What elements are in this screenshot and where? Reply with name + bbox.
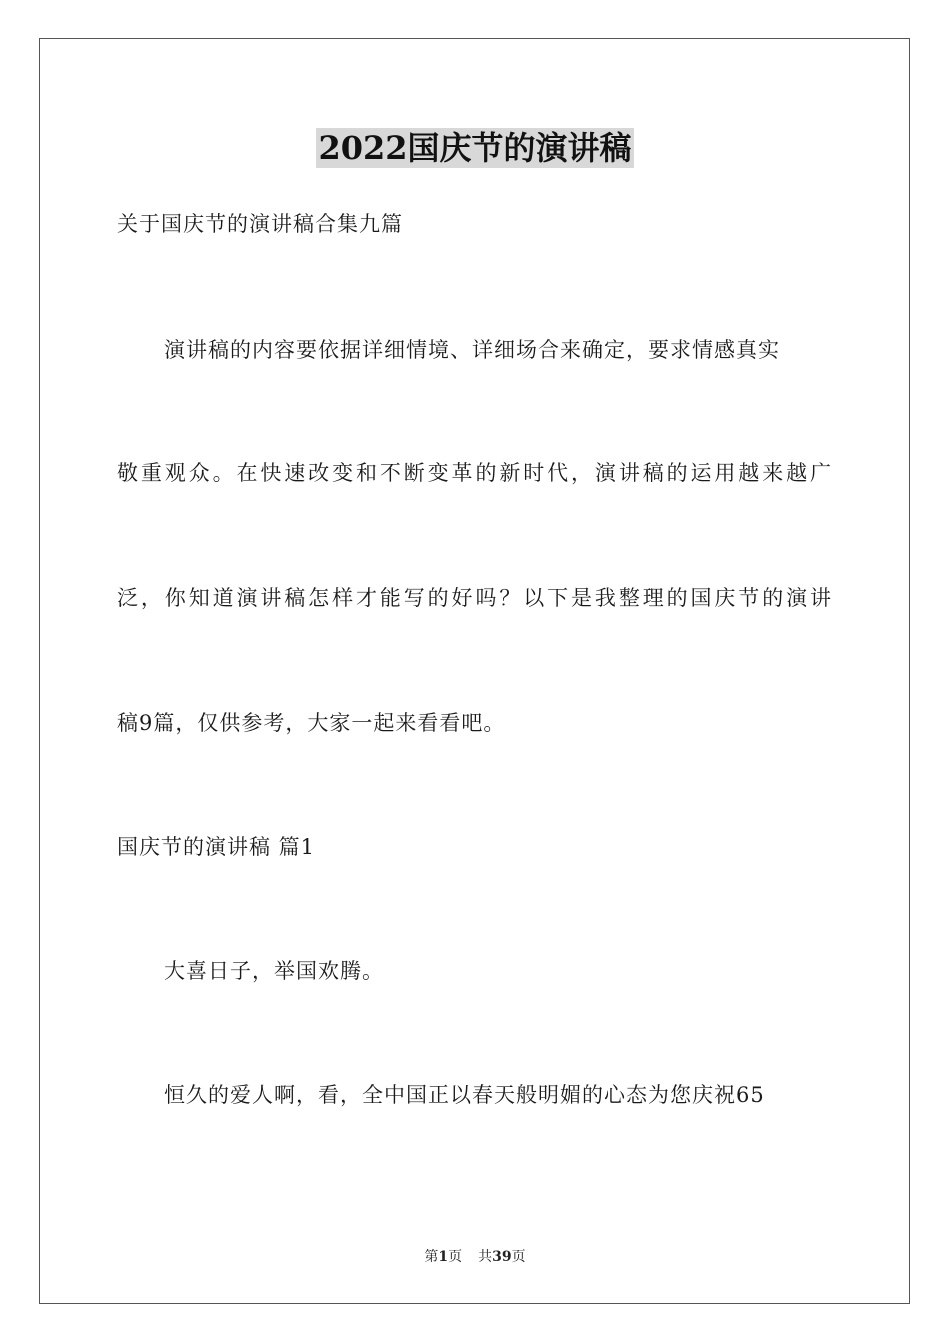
body-line-1: 大喜日子，举国欢腾。 — [164, 959, 384, 983]
footer-page-unit: 页 — [448, 1249, 463, 1265]
footer-total-pages: 39 — [492, 1249, 512, 1265]
document-title: 2022国庆节的演讲稿 — [318, 129, 632, 167]
intro-line-4: 稿9篇，仅供参考，大家一起来看看吧。 — [117, 711, 506, 735]
intro-line-2: 敬重观众。在快速改变和不断变革的新时代，演讲稿的运用越来越广 — [117, 461, 832, 485]
body-line-2: 恒久的爱人啊，看，全中国正以春天般明媚的心态为您庆祝65 — [164, 1083, 765, 1107]
footer-page-number: 1 — [438, 1249, 449, 1265]
footer-total-unit: 页 — [511, 1249, 526, 1265]
intro-line-1: 演讲稿的内容要依据详细情境、详细场合来确定，要求情感真实 — [164, 338, 780, 362]
footer-page-prefix: 第 — [424, 1249, 439, 1265]
page-footer — [0, 1248, 950, 1266]
intro-line-3: 泛，你知道演讲稿怎样才能写的好吗？以下是我整理的国庆节的演讲 — [117, 586, 832, 610]
title-container — [0, 128, 950, 168]
section-heading: 国庆节的演讲稿 篇1 — [117, 835, 316, 859]
document-subtitle: 关于国庆节的演讲稿合集九篇 — [117, 212, 403, 236]
footer-total-prefix: 共 — [478, 1249, 493, 1265]
